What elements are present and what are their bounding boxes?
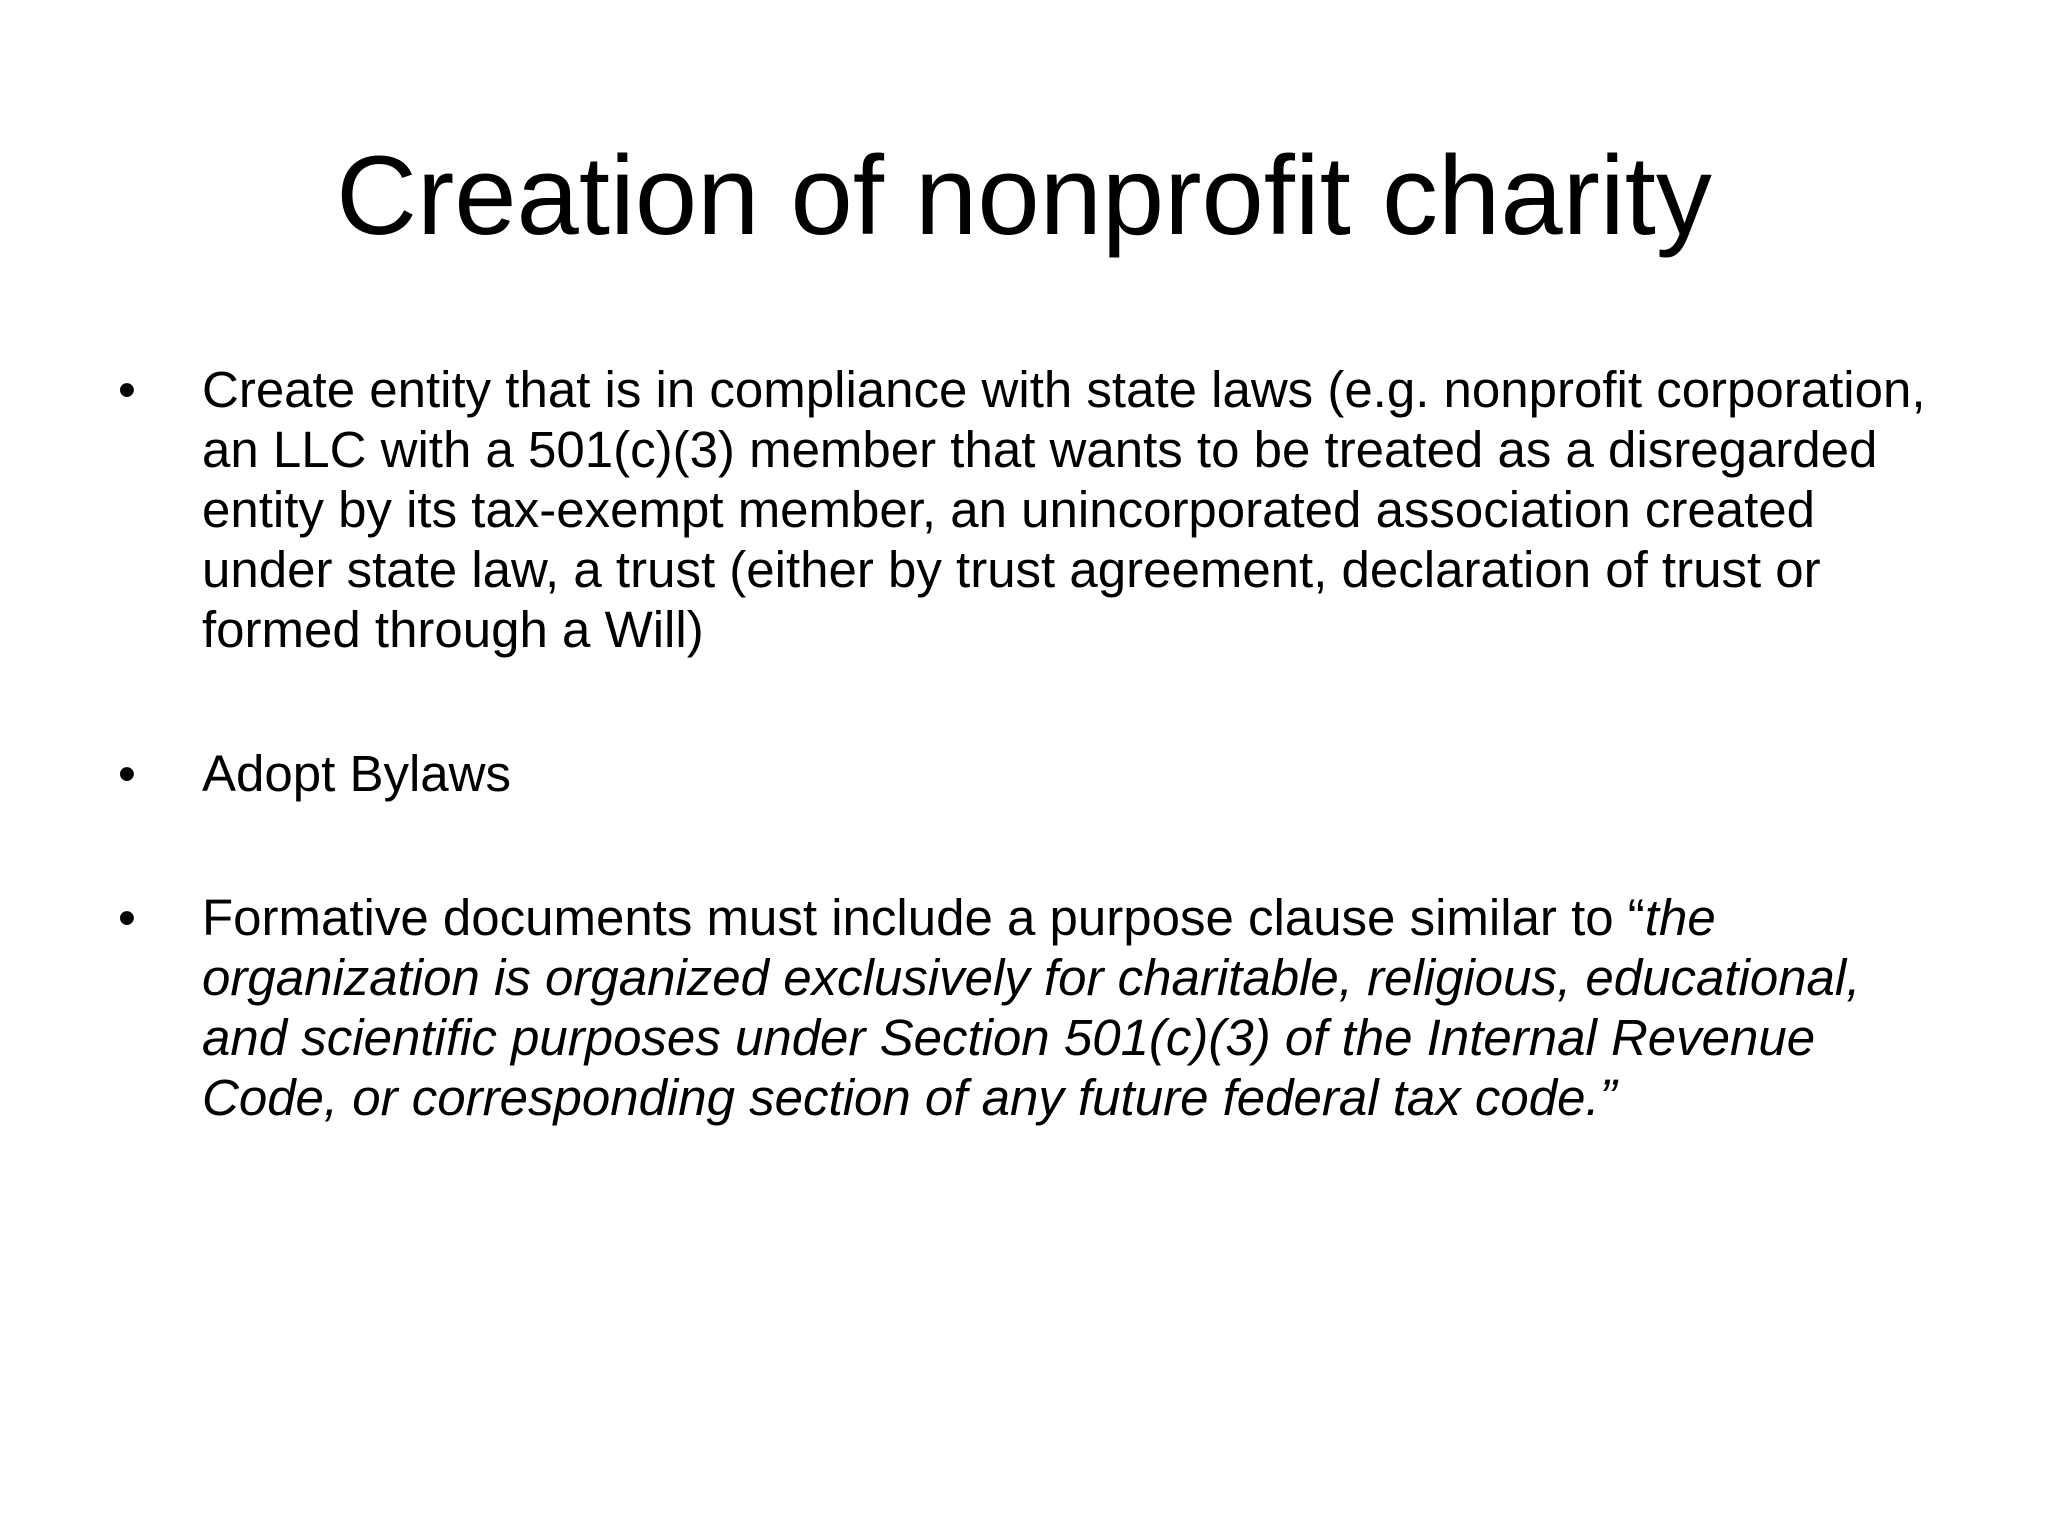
bullet-list — [112, 360, 1942, 1128]
bullet-point-icon: • — [118, 361, 136, 418]
bullet-text: Create entity that is in compliance with state laws (e.g. nonprofit corporation, an LLC with a 501(c)(3) member that wants to be treated as a disregarded entity by its tax-exempt member, an unincorporated association created under state law, a trust (either by trust agreement, declaration of trust or formed through a Will) — [202, 361, 1926, 658]
slide-title: Creation of nonprofit charity — [336, 133, 1712, 258]
bullet-point-icon: • — [118, 745, 136, 802]
bullet-text: Formative documents must include a purpose clause similar to “ — [202, 889, 1645, 946]
bullet-text: Adopt Bylaws — [202, 745, 511, 802]
bullet-item-create-entity — [112, 360, 1942, 660]
bullet-item-purpose-clause — [112, 888, 1942, 1128]
purpose-clause-quote: the organization is organized exclusively for charitable, religious, educational, and scientific purposes under Section 501(c)(3) of the Internal Revenue Code, or corresponding section of any future federal tax code.” — [202, 889, 1861, 1126]
bullet-point-icon: • — [118, 889, 136, 946]
bullet-item-adopt-bylaws — [112, 744, 1942, 804]
